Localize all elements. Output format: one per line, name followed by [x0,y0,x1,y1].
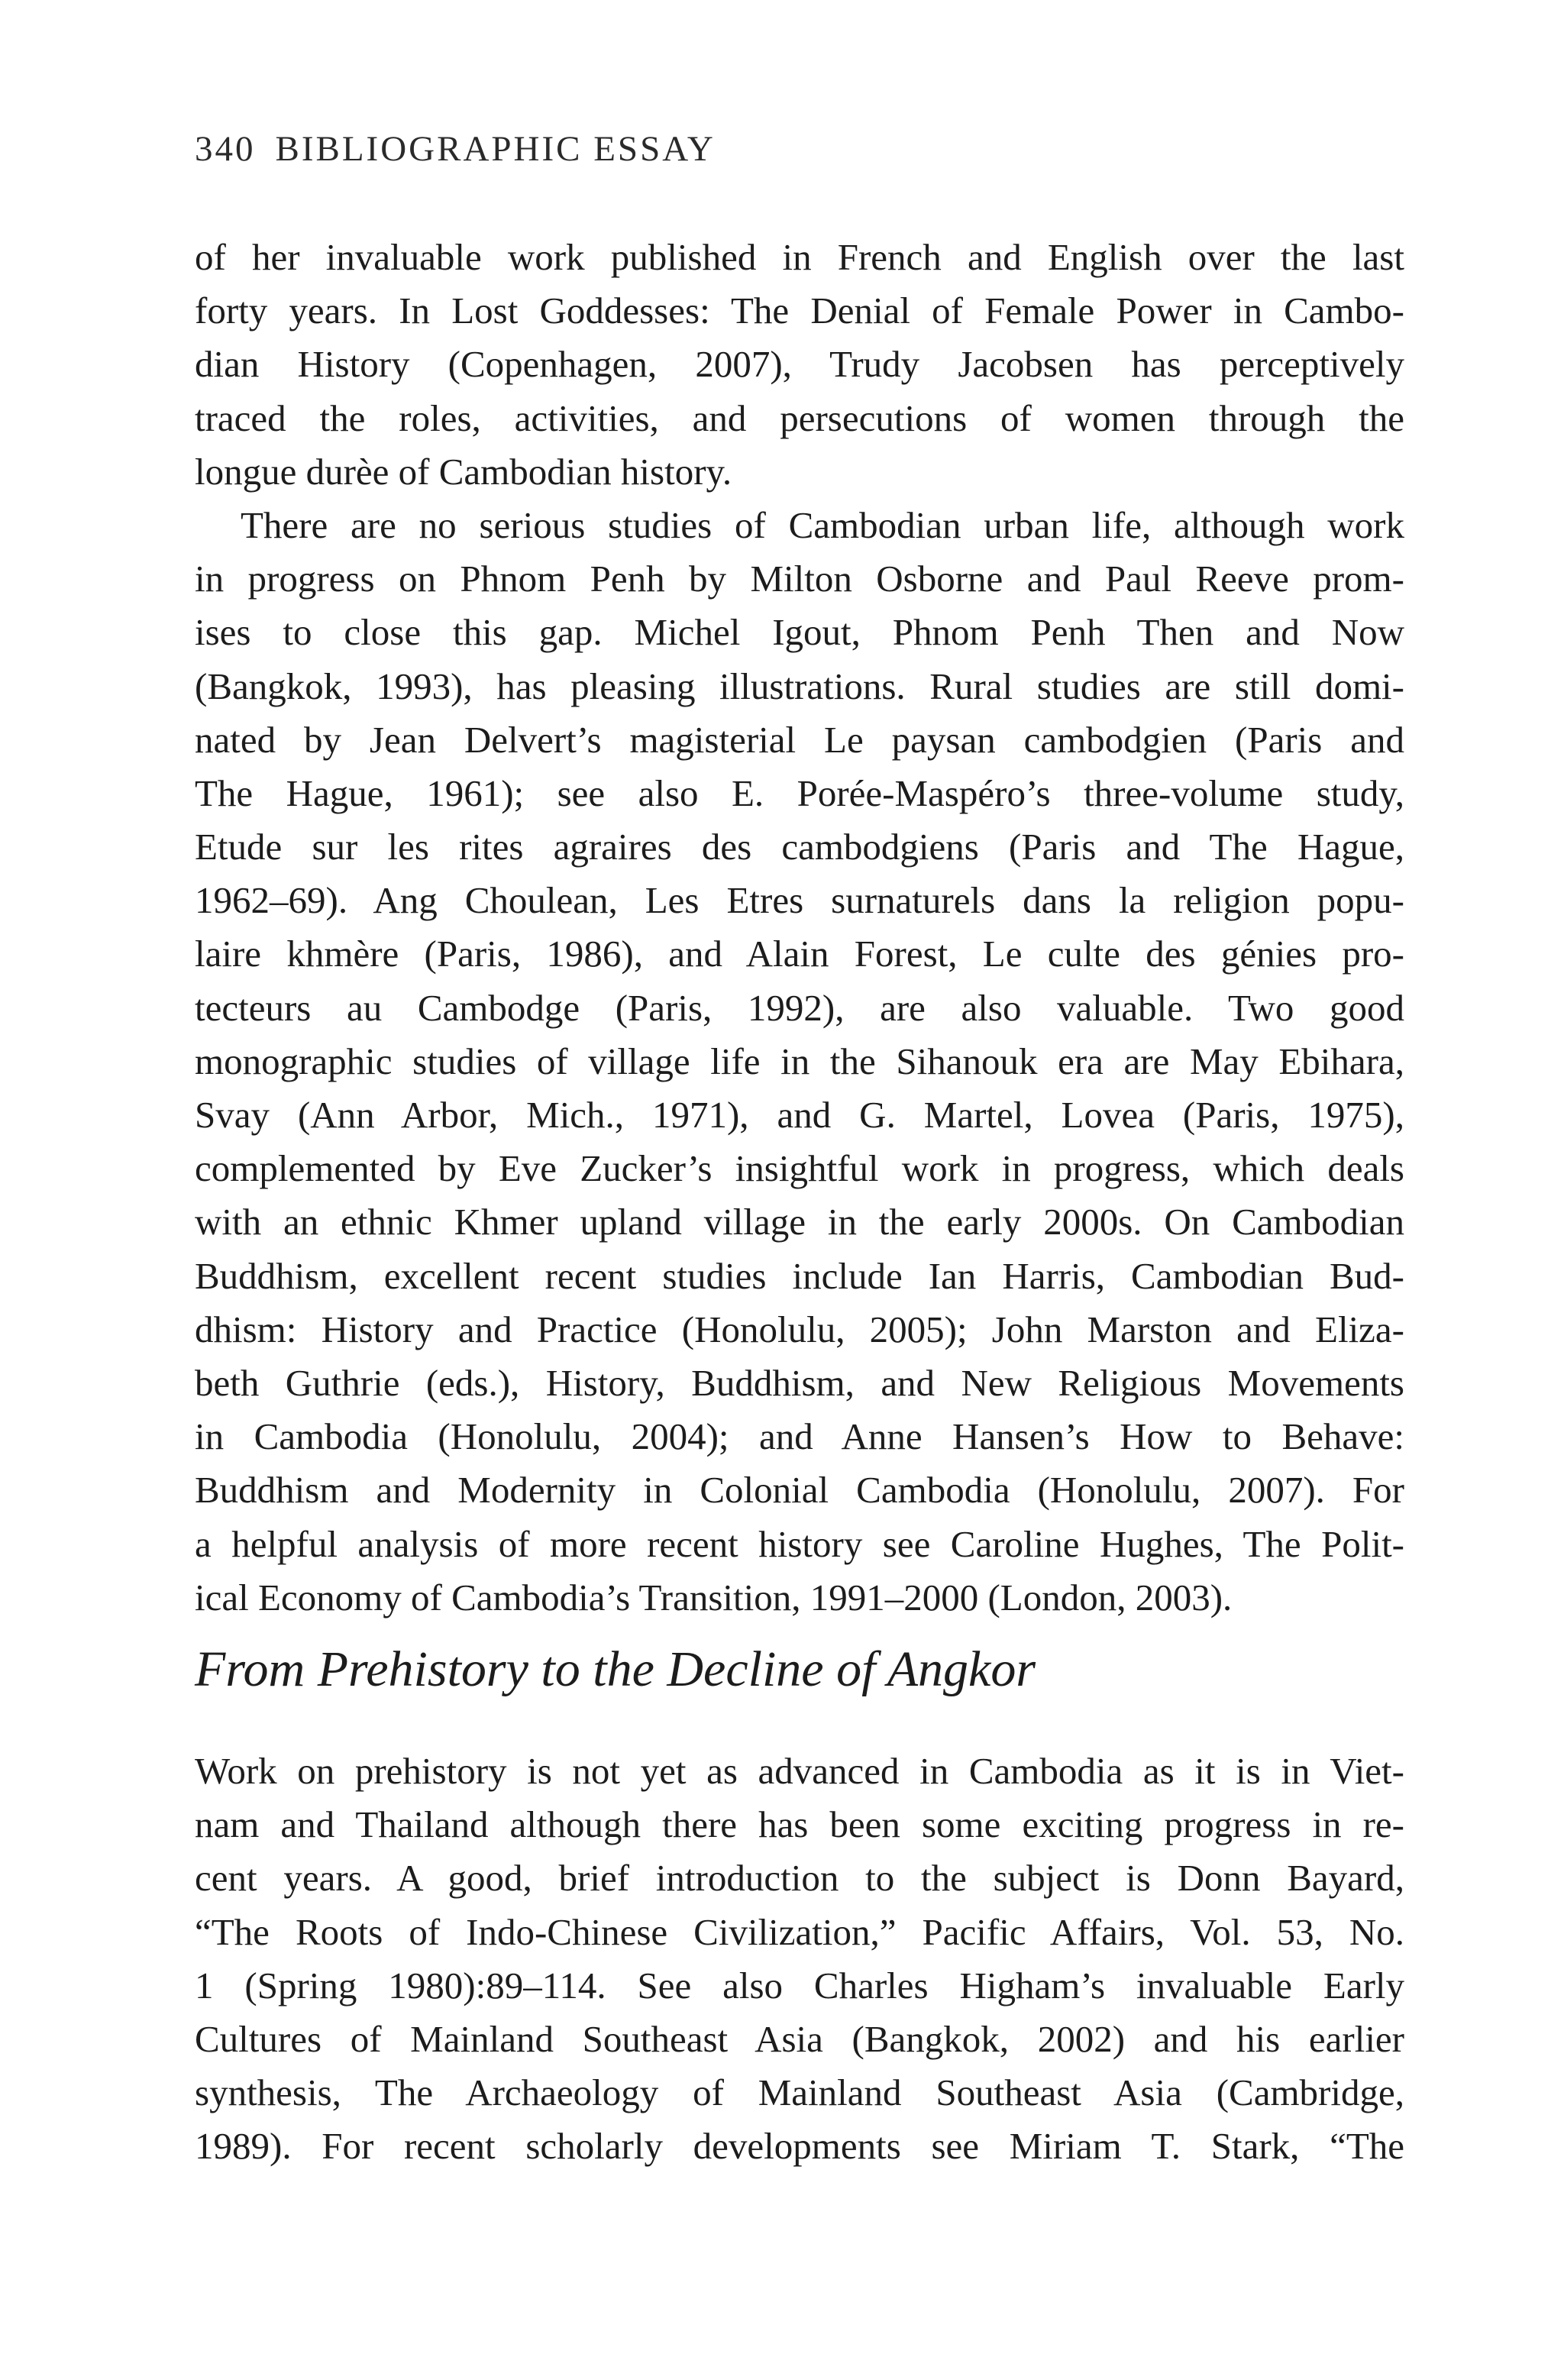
text-line: nam and Thailand although there has been some exciting progress in re- [195,1803,1404,1846]
running-head [195,128,716,170]
text-line: dhism: History and Practice (Honolulu, 2005); John Marston and Eliza- [195,1308,1404,1350]
text-line: synthesis, The Archaeology of Mainland Southeast Asia (Cambridge, [195,2071,1404,2114]
text-line: ical Economy of Cambodia’s Transition, 1991–2000 (London, 2003). [195,1576,1233,1618]
text-line: traced the roles, activities, and persecutions of women through the [195,396,1404,439]
text-line: nated by Jean Delvert’s magisterial Le paysan cambodgien (Paris and [195,718,1404,761]
text-line: dian History (Copenhagen, 2007), Trudy Jacobsen has perceptively [195,343,1404,386]
text-line: 1962–69). Ang Choulean, Les Etres surnaturels dans la religion popu- [195,879,1404,922]
text-line: (Bangkok, 1993), has pleasing illustrations. Rural studies are still domi- [195,665,1404,707]
text-line: with an ethnic Khmer upland village in the early 2000s. On Cambodian [195,1201,1404,1243]
text-line: cent years. A good, brief introduction to the subject is Donn Bayard, [195,1857,1404,1900]
text-line: beth Guthrie (eds.), History, Buddhism, and New Religious Movements [195,1361,1404,1404]
text-line: a helpful analysis of more recent history see Caroline Hughes, The Polit- [195,1522,1404,1565]
text-line: of her invaluable work published in French and English over the last [195,236,1404,278]
running-title: BIBLIOGRAPHIC ESSAY [275,129,716,169]
text-line: Buddhism and Modernity in Colonial Cambodia (Honolulu, 2007). For [195,1469,1404,1512]
text-line: “The Roots of Indo-Chinese Civilization,” Pacific Affairs, Vol. 53, No. [195,1910,1404,1953]
text-line: Work on prehistory is not yet as advanced in Cambodia as it is in Viet- [195,1750,1404,1792]
text-line: forty years. In Lost Goddesses: The Denial of Female Power in Cambo- [195,289,1404,332]
text-line: The Hague, 1961); see also E. Porée-Maspéro’s three-volume study, [195,771,1404,814]
text-line: Buddhism, excellent recent studies include Ian Harris, Cambodian Bud- [195,1254,1404,1297]
text-line: Svay (Ann Arbor, Mich., 1971), and G. Martel, Lovea (Paris, 1975), [195,1094,1404,1136]
text-line: 1 (Spring 1980):89–114. See also Charles Higham’s invaluable Early [195,1964,1404,2007]
text-line: ises to close this gap. Michel Igout, Phnom Penh Then and Now [195,611,1404,654]
body-text-lower [195,1745,1404,2174]
body-text-upper [195,231,1404,1625]
text-line: Cultures of Mainland Southeast Asia (Bangkok, 2002) and his earlier [195,2017,1404,2060]
text-line: laire khmère (Paris, 1986), and Alain Forest, Le culte des génies pro- [195,933,1404,975]
text-line: 1989). For recent scholarly developments see Miriam T. Stark, “The [195,2125,1404,2168]
text-line: monographic studies of village life in the Sihanouk era are May Ebihara, [195,1040,1404,1082]
text-line: Etude sur les rites agraires des cambodgiens (Paris and The Hague, [195,826,1404,868]
text-line: in progress on Phnom Penh by Milton Osborne and Paul Reeve prom- [195,558,1404,600]
page-number: 340 [195,129,256,169]
text-line: longue durèe of Cambodian history. [195,450,732,493]
text-line: tecteurs au Cambodge (Paris, 1992), are also valuable. Two good [195,986,1404,1029]
text-line: complemented by Eve Zucker’s insightful work in progress, which deals [195,1147,1404,1190]
text-line: in Cambodia (Honolulu, 2004); and Anne Hansen’s How to Behave: [195,1415,1404,1458]
section-heading: From Prehistory to the Decline of Angkor [195,1641,1036,1697]
text-line: There are no serious studies of Cambodian urban life, although work [241,503,1404,546]
